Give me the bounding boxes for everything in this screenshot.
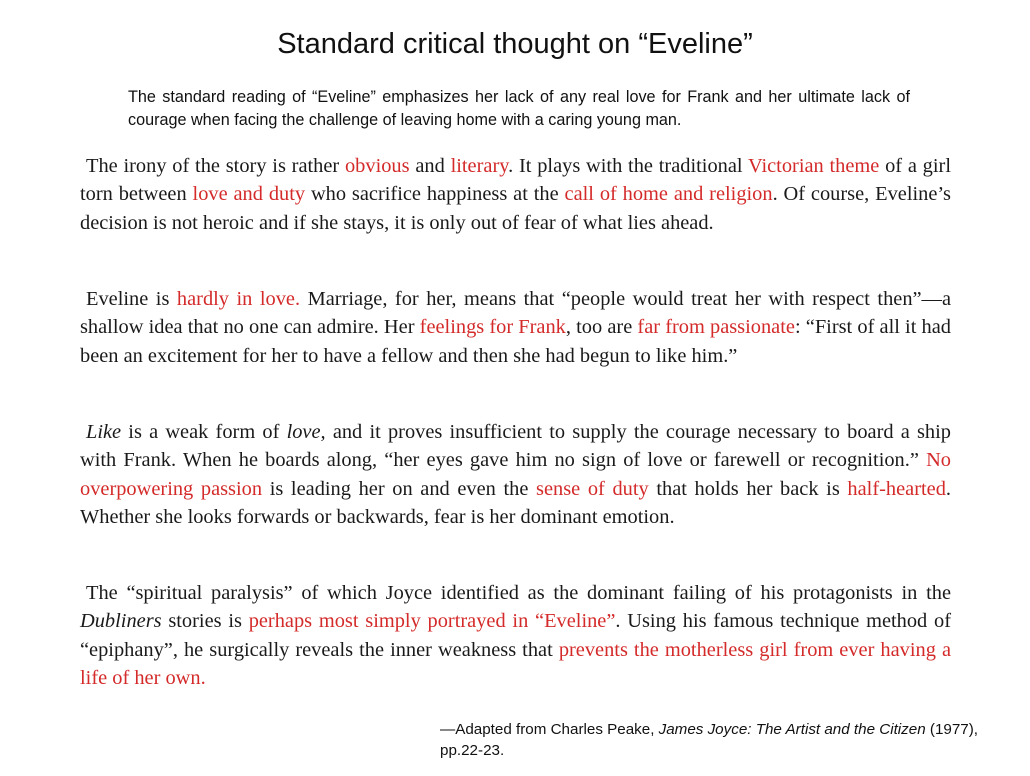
text-run: Marriage, for her, means that “people would treat her with respect then”—a shallow idea that no one can admire. Her <box>80 288 952 339</box>
text-run: : “First of all it had been an excitement for her to have a fellow and then she had begun to like him.” <box>80 316 951 367</box>
highlighted-phrase: obvious <box>344 155 410 177</box>
text-run: who sacrifice happiness at the <box>305 183 565 206</box>
highlighted-phrase: hardly in love. <box>176 288 301 310</box>
highlighted-phrase: feelings for Frank <box>419 316 566 339</box>
text-run: is leading her on and even the <box>262 477 537 500</box>
text-run: The “spiritual paralysis” of which Joyce identified as the dominant failing of his protagonists in the <box>86 582 951 604</box>
paragraph-paralysis <box>80 579 951 693</box>
highlighted-phrase: love and duty <box>192 183 306 206</box>
highlighted-phrase: half-hearted <box>847 477 946 500</box>
citation-prefix: —Adapted from Charles Peake, <box>440 721 659 738</box>
text-run: is a weak form of <box>121 421 287 443</box>
paragraph-irony <box>80 152 951 237</box>
italic-phrase: love, <box>286 421 326 443</box>
highlighted-phrase: call of home and religion <box>564 183 773 206</box>
highlighted-phrase: . <box>200 667 206 690</box>
citation-suffix: (1977), pp.22-23. <box>440 721 979 759</box>
highlighted-phrase: Victorian theme <box>747 155 880 177</box>
text-run: that holds her back is <box>648 477 848 500</box>
highlighted-phrase: No overpowering passion <box>80 449 951 500</box>
text-run: . Using his famous technique method of “epiphany”, he surgically reveals the inner weakness that <box>80 610 951 661</box>
text-run: and it proves insufficient to supply the courage necessary to board a ship with Frank. When he boards along, “her eyes gave him no sign of love or farewell or recognition.” <box>80 421 951 472</box>
highlighted-phrase: perhaps most simply portrayed in “Eveline” <box>248 610 616 633</box>
highlighted-phrase: literary <box>450 155 509 177</box>
source-citation <box>440 719 1010 761</box>
citation-book-title: James Joyce: The Artist and the Citizen <box>658 721 926 738</box>
text-run: , too are <box>565 316 638 339</box>
highlighted-phrase: far from passionate <box>637 316 795 339</box>
text-run: The irony of the story is rather <box>86 155 345 177</box>
text-run: and <box>409 155 451 177</box>
highlighted-phrase: sense of duty <box>536 477 649 500</box>
text-run: stories is <box>161 610 249 633</box>
italic-phrase: Like <box>86 421 122 443</box>
slide-title: Standard critical thought on “Eveline” <box>277 28 753 60</box>
text-run: . It plays with the traditional <box>508 155 748 177</box>
text-run: of a girl torn between <box>80 155 951 206</box>
text-run: . Whether she looks forwards or backwards, fear is her dominant emotion. <box>80 477 952 529</box>
paragraph-love <box>80 285 951 370</box>
paragraph-like <box>80 418 951 532</box>
italic-phrase: Dubliners <box>80 610 162 633</box>
intro-summary: The standard reading of “Eveline” emphasizes her lack of any real love for Frank and her ultimate lack of courage when facing the challenge of leaving home with a caring young man. <box>128 88 910 129</box>
highlighted-phrase: prevents the motherless girl from ever having a life of her own <box>80 638 952 690</box>
text-run: . Of course, Eveline’s decision is not heroic and if she stays, it is only out of fear of what lies ahead. <box>80 183 951 234</box>
text-run: Eveline is <box>86 288 177 310</box>
